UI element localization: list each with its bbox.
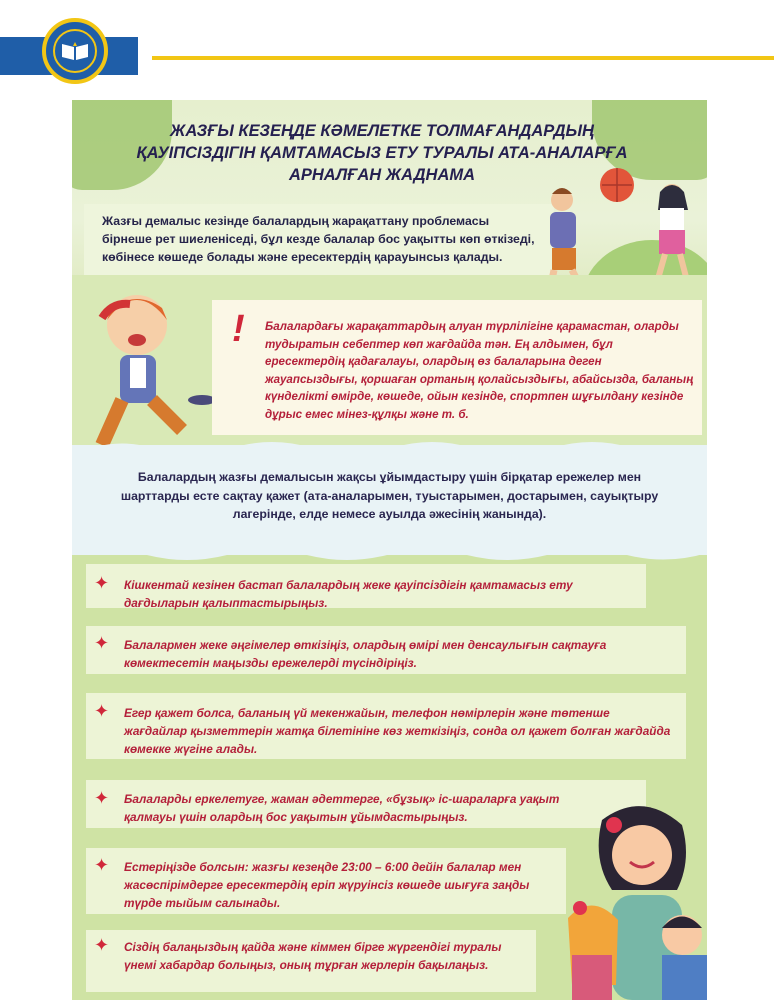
list-item-text: Естеріңізде болсын: жазғы кезеңде 23:00 – 6:00 дейін балалар мен жасөспірімдерге ересектердің еріп жүруінсіз көшеде шығуға заңды түрде тыйым салынады. — [124, 860, 530, 910]
intro-text: Жазғы демалыс кезінде балалардың жарақаттану проблемасы бірнеше рет шиеленіседі, бұл кезде балалар бос уақытты көп өткізеді, көбінесе көшеде болады және ересектердің қарауынсыз қалады. — [102, 214, 535, 264]
star-bullet-icon: ✦ — [94, 855, 110, 875]
list-item-text: Сіздің балаңыздың қайда және кіммен бірге жүргендігі туралы үнемі хабардар болыңыз, оның тұрған жерлерін бақылаңыз. — [124, 940, 502, 972]
book-icon — [60, 40, 90, 62]
star-bullet-icon: ✦ — [94, 633, 110, 653]
family-illustration — [542, 800, 707, 1000]
middle-text: Балалардың жазғы демалысын жақсы ұйымдастыру үшін бірқатар ережелер мен шарттарды есте сақтау қажет (ата-аналарымен, туыстарымен, достарымен, сауықтыру лагерінде, елде немесе ауылда әжесінің жанында). — [120, 470, 659, 521]
list-item-text: Кішкентай кезінен бастап балалардың жеке қауіпсіздігін қамтамасыз ету дағдыларын қалыптастырыңыз. — [124, 578, 573, 610]
emblem-icon — [42, 18, 108, 84]
poster-title: ЖАЗҒЫ КЕЗЕҢДЕ КӘМЕЛЕТКЕ ТОЛМАҒАНДАРДЫҢ ҚАУІПСІЗДІГІН ҚАМТАМАСЫЗ ЕТУ ТУРАЛЫ АТА-АНАЛАРҒА АРНАЛҒАН ЖАДНАМА — [136, 122, 628, 184]
star-bullet-icon: ✦ — [94, 935, 110, 955]
header-gold-line — [152, 56, 774, 60]
warning-text: Балалардағы жарақаттардың алуан түрлілігіне қарамастан, оларды тудыратын себептер көп жағдайда тән. Ең алдымен, бұл ересектердің қадағалауы, олардың өз балаларына деген жауапсыздығы, қоршаған ортаның қолайсыздығы, абайсызда, баланың күнделікті өмірде, көшеде, ойын кезінде, спортпен шұғылдану кезінде дұрыс емес мінез-құлқы және т. б. — [265, 320, 694, 421]
star-bullet-icon: ✦ — [94, 573, 110, 593]
star-bullet-icon: ✦ — [94, 788, 110, 808]
list-item-text: Балаларды еркелетуге, жаман әдеттерге, «бұзық» іс-шараларға уақыт қалмауы үшін олардың бос уақытын ұйымдастырыңыз. — [124, 792, 560, 824]
exclamation-icon: ! — [232, 308, 245, 350]
list-item-text: Балалармен жеке әңгімелер өткізіңіз, олардың өмірі мен денсаулығын сақтауға көмектесетін маңызды ережелерді түсіндіріңіз. — [124, 638, 607, 670]
poster — [72, 100, 707, 1000]
list-item-text: Егер қажет болса, баланың үй мекенжайын, телефон нөмірлерін және төтенше жағдайлар қызметтерін жатқа білетініне көз жеткізіңіз, сонда ол қажет болған жағдайда көмекке жүгіне алады. — [124, 706, 671, 756]
emblem-inner-ring — [53, 29, 97, 73]
star-bullet-icon: ✦ — [94, 701, 110, 721]
